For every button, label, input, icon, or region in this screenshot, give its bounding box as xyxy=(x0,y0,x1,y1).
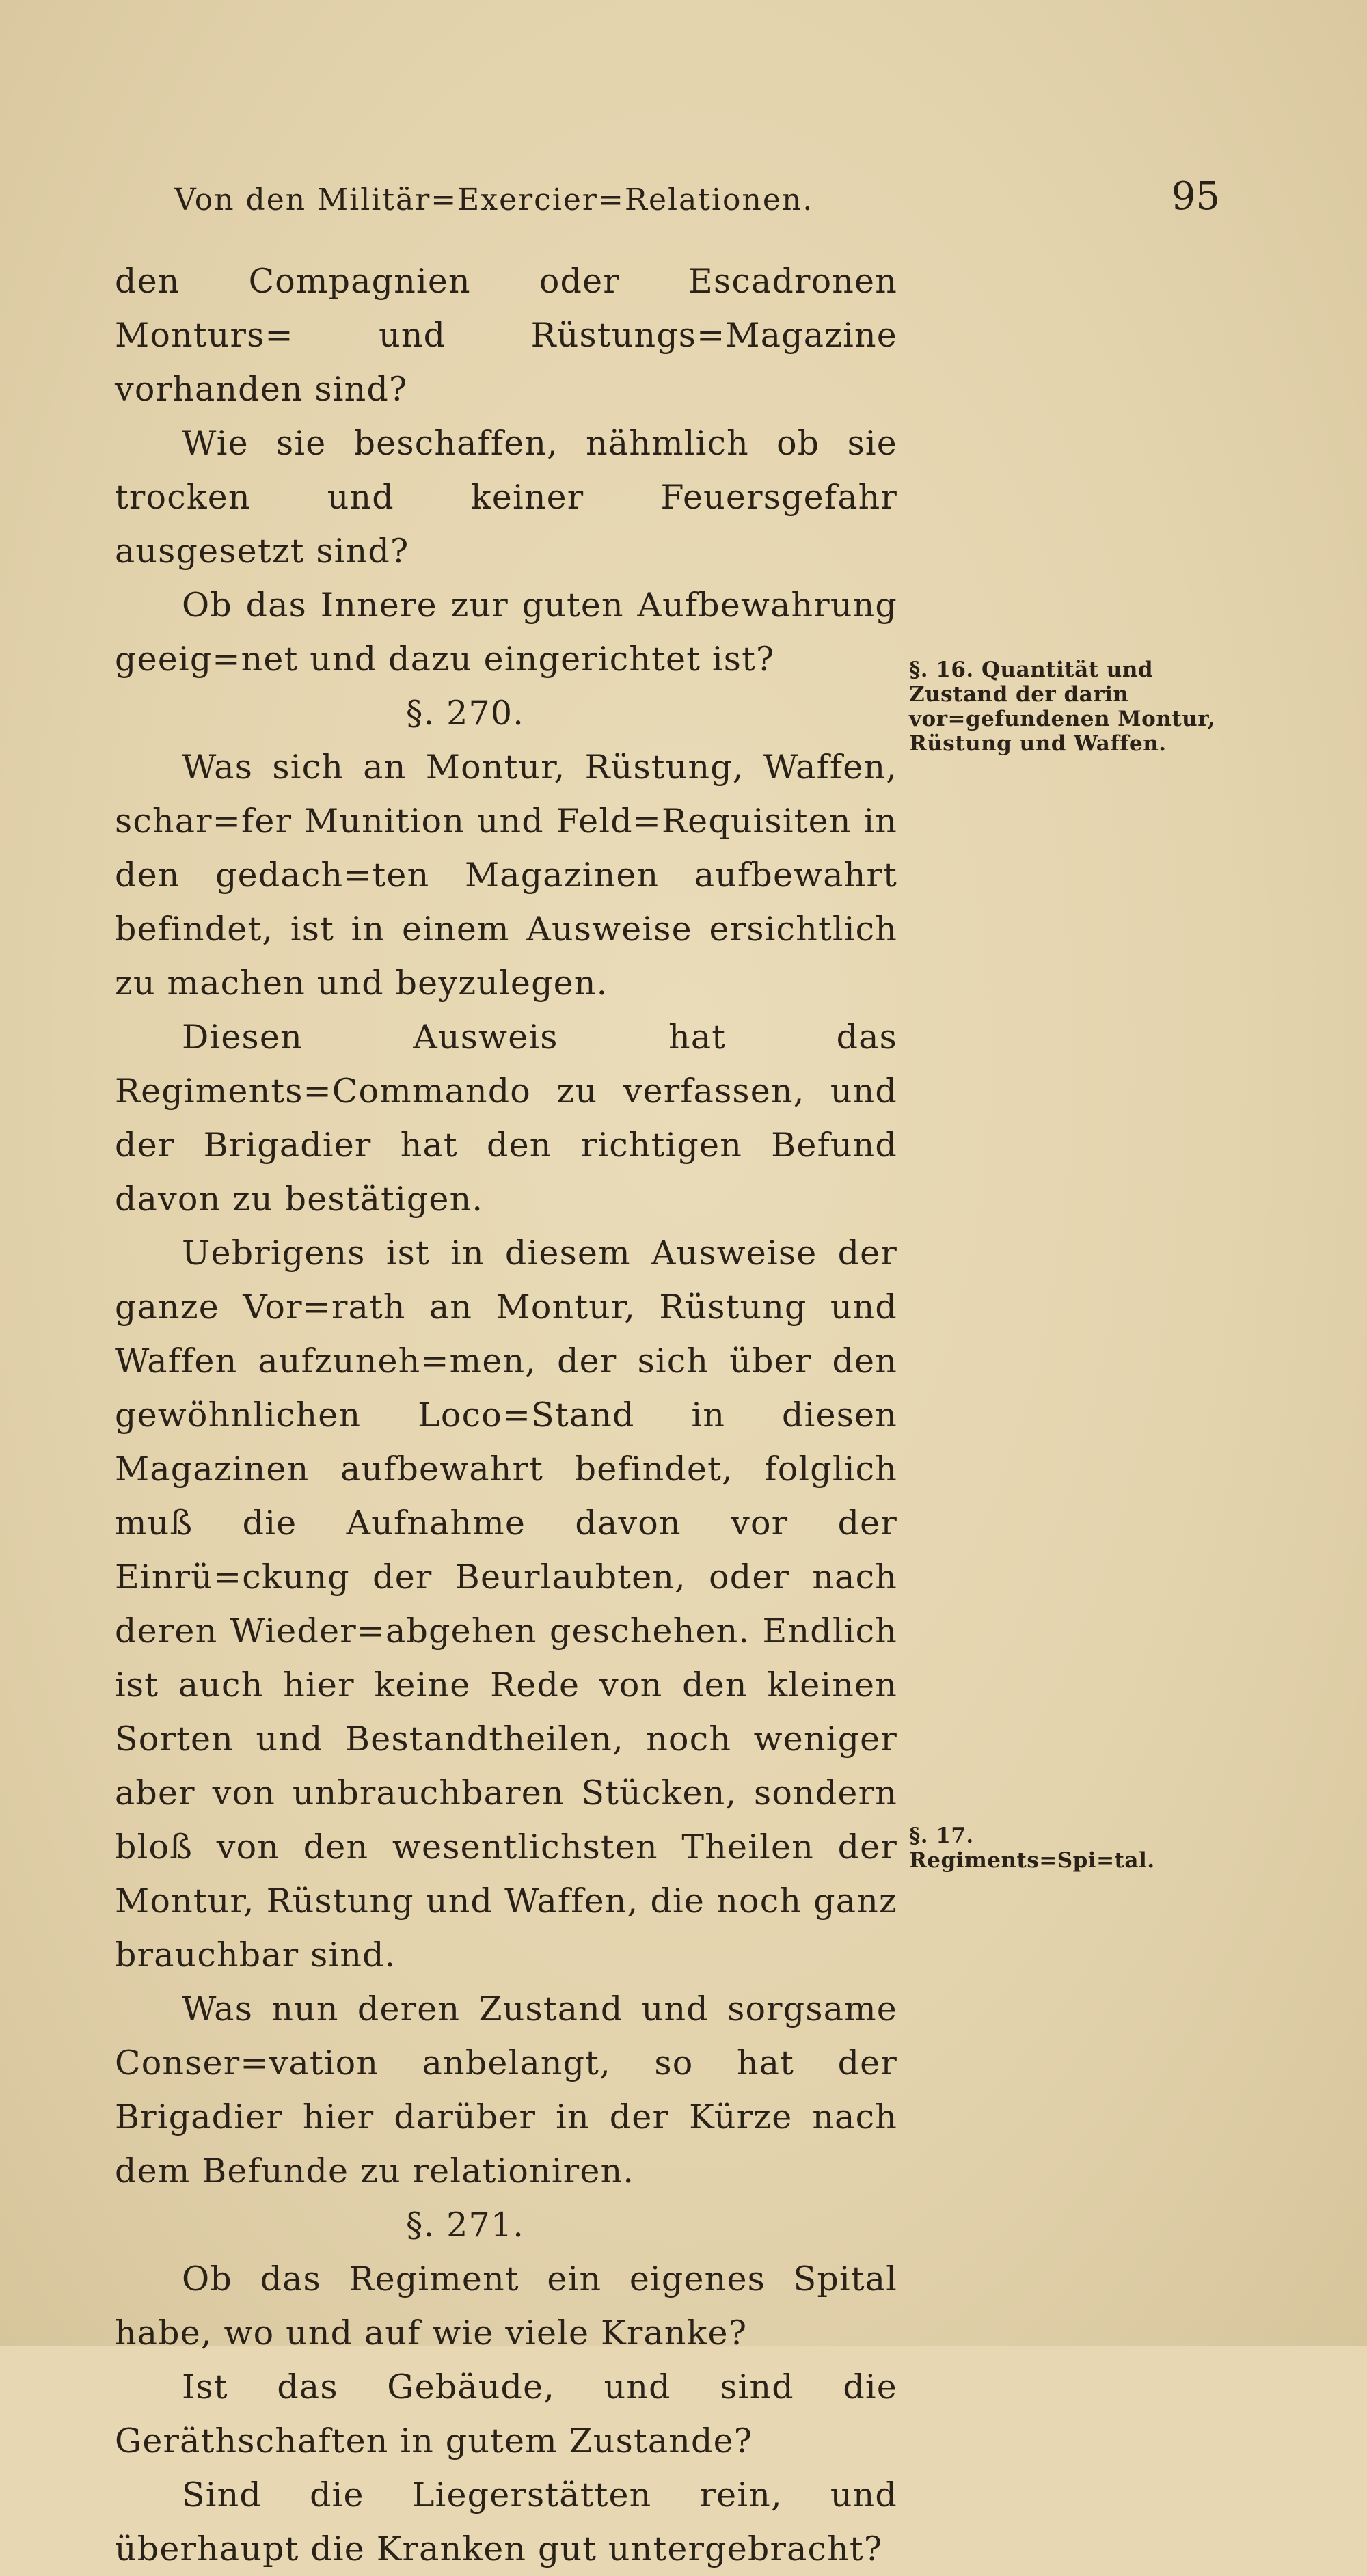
paragraph: Uebrigens ist in diesem Ausweise der ganze Vor=rath an Montur, Rüstung und Waffen aufzuneh=men, der sich über den gewöhnlichen Loco=Stand in diesen Magazinen aufbewahrt befindet, folglich muß die Aufnahme davon vor der Einrü=ckung der Beurlaubten, oder nach deren Wieder=abgehen geschehen. Endlich ist auch hier keine Rede von den kleinen Sorten und Bestandtheilen, noch weniger aber von unbrauchbaren Stücken, sondern bloß von den wesentlichsten Theilen der Montur, Rüstung und Waffen, die noch ganz brauchbar sind. xyxy=(115,1234,897,1975)
margin-note: §. 16. Quantität und Zustand der darin vor=gefundenen Montur, Rüstung und Waffen. xyxy=(909,657,1216,756)
page-header xyxy=(174,174,1220,236)
section-heading: §. 271. xyxy=(405,2206,525,2245)
body-text xyxy=(115,254,897,2576)
paragraph: Was nun deren Zustand und sorgsame Conser=vation anbelangt, so hat der Brigadier hier darüber in der Kürze nach dem Befunde zu relationiren. xyxy=(115,1990,897,2191)
margin-note: §. 17. Regiments=Spi=tal. xyxy=(909,1823,1155,1873)
paragraph: Ob das Innere zur guten Aufbewahrung geeig=net und dazu eingerichtet ist? xyxy=(115,586,897,679)
running-head: Von den Militär=Exercier=Relationen. xyxy=(174,182,814,217)
paragraph: Sind die Liegerstätten rein, und überhaupt die Kranken gut untergebracht? xyxy=(115,2476,897,2568)
section-heading: §. 270. xyxy=(405,694,525,733)
paragraph: den Compagnien oder Escadronen Monturs= und Rüstungs=Magazine vorhanden sind? xyxy=(115,262,897,409)
paragraph: Diesen Ausweis hat das Regiments=Commando zu verfassen, und der Brigadier hat den richtigen Befund davon zu bestätigen. xyxy=(115,1018,897,1219)
paragraph: Ob das Regiment ein eigenes Spital habe, wo und auf wie viele Kranke? xyxy=(115,2260,897,2353)
paragraph: Wie sie beschaffen, nähmlich ob sie trocken und keiner Feuersgefahr ausgesetzt sind? xyxy=(115,424,897,571)
page-number: 95 xyxy=(1171,174,1220,219)
paragraph: Was sich an Montur, Rüstung, Waffen, schar=fer Munition und Feld=Requisiten in den gedach=ten Magazinen aufbewahrt befindet, ist in einem Ausweise ersichtlich zu machen und beyzulegen. xyxy=(115,748,897,1003)
paragraph: Ist das Gebäude, und sind die Geräthschaften in gutem Zustande? xyxy=(115,2368,897,2460)
